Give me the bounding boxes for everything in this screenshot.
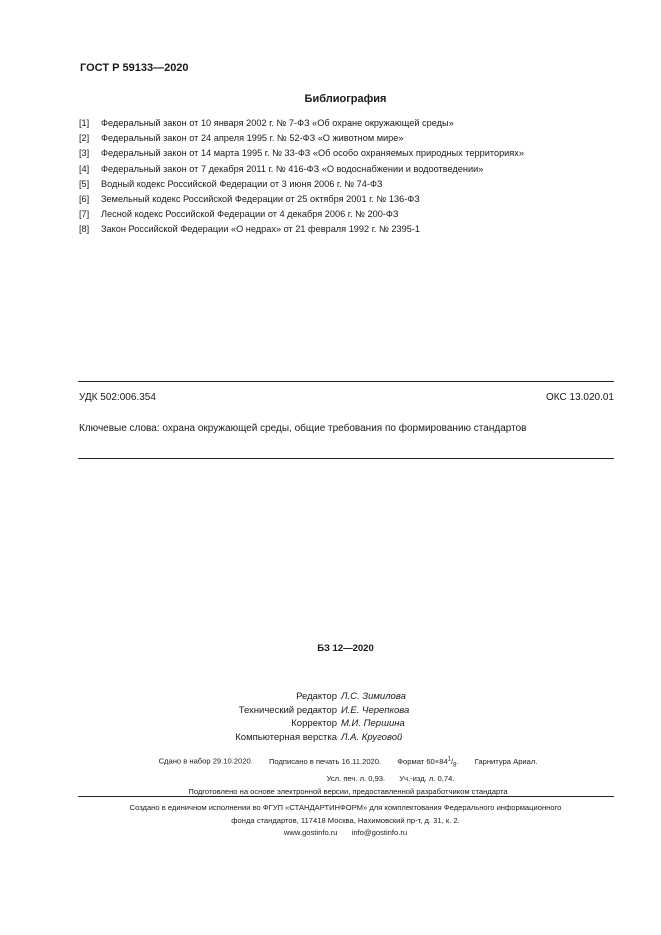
imprint-row-dates	[0, 753, 661, 772]
staff-role: Компьютерная верстка	[235, 731, 337, 743]
imprint-block	[0, 753, 661, 798]
publication-sheets: Уч.-изд. л. 0,74.	[399, 774, 455, 784]
staff-row	[0, 704, 661, 718]
item-text: Земельный кодекс Российской Федерации от 25 октября 2001 г. № 136-ФЗ	[101, 194, 420, 205]
item-number: [2]	[79, 133, 90, 144]
footer-line-2: фонда стандартов, 117418 Москва, Нахимовский пр-т, д. 31, к. 2.	[231, 815, 460, 825]
format-numerator: 1	[447, 756, 452, 762]
divider-footer	[78, 796, 614, 797]
format-prefix: Формат 60×84	[397, 756, 448, 766]
staff-role: Редактор	[296, 691, 337, 702]
divider-top	[78, 381, 614, 382]
item-text: Федеральный закон от 7 декабря 2011 г. № 416-ФЗ «О водоснабжении и водоотведении»	[101, 163, 484, 174]
signed-to-print: Подписано в печать 16.11.2020.	[268, 756, 382, 766]
keywords: Ключевые слова: охрана окружающей среды, общие требования по формированию стандартов	[79, 423, 527, 434]
staff-row	[0, 731, 661, 745]
item-number: [6]	[79, 194, 90, 205]
item-text: Федеральный закон от 10 января 2002 г. № 7-ФЗ «Об охране окружающей среды»	[101, 118, 454, 128]
format-denominator: 8	[453, 762, 457, 769]
item-number: [3]	[79, 148, 90, 159]
footer-contacts	[0, 827, 661, 840]
bibliography-list	[79, 116, 639, 238]
prepared-note: Подготовлено на основе электронной версии, предоставленной разработчиком стандарта	[188, 787, 508, 797]
typeface: Гарнитура Ариал.	[474, 756, 538, 766]
staff-role: Технический редактор	[238, 704, 337, 716]
oks-code: ОКС 13.020.01	[546, 392, 614, 403]
document-header: ГОСТ Р 59133—2020	[80, 62, 189, 74]
staff-name: Л.А. Круговой	[341, 731, 403, 743]
item-text: Водный кодекс Российской Федерации от 3 июня 2006 г. № 74-ФЗ	[101, 178, 383, 189]
bibliography-title: Библиография	[304, 93, 387, 105]
bulletin-number: БЗ 12—2020	[317, 643, 374, 654]
bibliography-item	[79, 222, 639, 237]
staff-row	[0, 690, 661, 704]
imprint-row-sheets	[0, 772, 661, 785]
item-number: [8]	[79, 224, 90, 235]
staff-name: М.И. Першина	[341, 718, 405, 730]
staff-name: Л.С. Зимилова	[341, 691, 406, 702]
print-sheets: Усл. печ. л. 0,93.	[326, 774, 386, 784]
divider-bottom	[78, 458, 614, 459]
item-text: Закон Российской Федерации «О недрах» от 21 февраля 1992 г. № 2395-1	[101, 224, 421, 235]
bibliography-item	[79, 177, 639, 192]
bibliography-item	[79, 116, 639, 131]
item-number: [7]	[79, 209, 90, 220]
format-suffix: .	[456, 756, 459, 766]
footer-line-1: Создано в единичном исполнении во ФГУП «СТАНДАРТИНФОРМ» для комплектования Федерального информационного	[129, 803, 562, 812]
email-link[interactable]: info@gostinfo.ru	[351, 828, 408, 837]
paper-format: Формат $60\times 84^1/_8$.	[397, 756, 459, 769]
bibliography-item	[79, 146, 639, 161]
udk-code: УДК 502:006.354	[79, 392, 156, 403]
staff-name: И.Е. Черепкова	[341, 704, 410, 716]
bibliography-item	[79, 207, 639, 222]
publisher-footer	[0, 802, 661, 840]
bibliography-item	[79, 192, 639, 207]
staff-role: Корректор	[291, 718, 337, 730]
website-link[interactable]: www.gostinfo.ru	[283, 828, 338, 837]
item-text: Лесной кодекс Российской Федерации от 4 декабря 2006 г. № 200-ФЗ	[101, 209, 399, 220]
item-number: [1]	[79, 118, 90, 128]
sent-to-set: Сдано в набор 29.10.2020.	[158, 756, 253, 766]
item-number: [4]	[79, 163, 90, 174]
item-number: [5]	[79, 178, 90, 189]
editorial-staff	[0, 690, 661, 744]
bibliography-item	[79, 162, 639, 177]
bibliography-item	[79, 131, 639, 146]
item-text: Федеральный закон от 24 апреля 1995 г. № 52-ФЗ «О животном мире»	[101, 133, 404, 144]
staff-row	[0, 717, 661, 731]
item-text: Федеральный закон от 14 марта 1995 г. № 33-ФЗ «Об особо охраняемых природных территориях»	[101, 148, 524, 159]
